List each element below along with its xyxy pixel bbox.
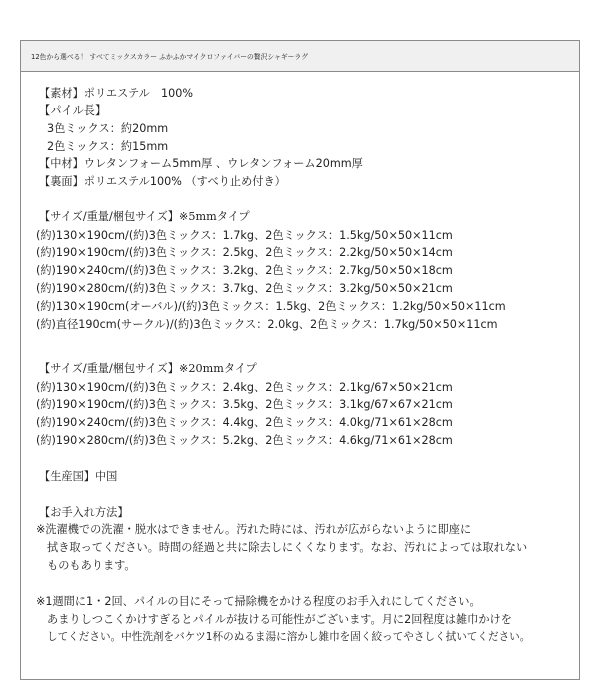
size-20mm-row: (約)190×190cm/(約)3色ミックス：3.5kg、2色ミックス：3.1kg/67×67×21cm: [36, 398, 453, 411]
size-5mm-row: (約)190×190cm/(約)3色ミックス：2.5kg、2色ミックス：2.2kg/50×50×14cm: [36, 246, 453, 259]
pile-heading: 【パイル長】: [39, 104, 107, 117]
core-line: 【中材】ウレタンフォーム5mm厚 、ウレタンフォーム20mm厚: [39, 157, 363, 170]
size-20mm-row: (約)190×280cm/(約)3色ミックス：5.2kg、2色ミックス：4.6kg/71×61×28cm: [36, 434, 453, 447]
size-20mm-heading: [39, 360, 257, 377]
size-5mm-row: (約)130×190cm/(約)3色ミックス：1.7kg、2色ミックス：1.5kg/50×50×11cm: [36, 229, 453, 242]
size-5mm-heading-suffix: ※5mmタイプ: [179, 210, 250, 223]
care-line: ※1週間に1・2回、パイルの目にそって掃除機をかける程度のお手入れにしてください。: [36, 595, 481, 608]
care-line: ものもあります。: [47, 559, 136, 572]
page-title: 12色から選べる！ すべてミックスカラー ふかふかマイクロファイバーの贅沢シャギーラグ: [21, 41, 579, 72]
material-line: 【素材】ポリエステル 100%: [39, 87, 194, 100]
size-20mm-row: (約)190×240cm/(約)3色ミックス：4.4kg、2色ミックス：4.0kg/71×61×28cm: [36, 416, 453, 429]
pile-2-line: 2色ミックス：約15mm: [47, 140, 169, 153]
size-5mm-row: (約)130×190cm(オーバル)/(約)3色ミックス：1.5kg、2色ミックス：1.2kg/50×50×11cm: [36, 300, 506, 313]
origin-line: 【生産国】中国: [39, 470, 118, 483]
size-5mm-row: (約)直径190cm(サークル)/(約)3色ミックス：2.0kg、2色ミックス：1.7kg/50×50×11cm: [36, 318, 498, 331]
size-20mm-heading-suffix: ※20mmタイプ: [179, 362, 257, 375]
size-20mm-row: (約)130×190cm/(約)3色ミックス：2.4kg、2色ミックス：2.1kg/67×50×21cm: [36, 381, 453, 394]
size-5mm-heading-prefix: 【サイズ/重量/梱包サイズ】: [39, 210, 179, 223]
pile-3-line: 3色ミックス：約20mm: [47, 122, 169, 135]
care-heading: 【お手入れ方法】: [39, 506, 129, 519]
care-line: してください。中性洗剤をバケツ1杯のぬるま湯に溶かし雑巾を固く絞ってやさしく拭いてください。: [47, 631, 531, 643]
size-5mm-heading: [39, 208, 250, 225]
care-line: あまりしつこくかけすぎるとパイルが抜ける可能性がございます。月に2回程度は雑巾かけを: [47, 613, 512, 626]
care-line: 拭き取ってください。時間の経過と共に除去しにくくなります。なお、汚れによっては取れない: [47, 541, 528, 554]
size-5mm-row: (約)190×280cm/(約)3色ミックス：3.7kg、2色ミックス：3.2kg/50×50×21cm: [36, 282, 453, 295]
size-5mm-row: (約)190×240cm/(約)3色ミックス：3.2kg、2色ミックス：2.7kg/50×50×18cm: [36, 264, 453, 277]
back-line: 【裏面】ポリエステル100% （すべり止め付き）: [39, 175, 286, 188]
care-line: ※洗濯機での洗濯・脱水はできません。汚れた時には、汚れが広がらないように即座に: [36, 523, 472, 536]
size-20mm-heading-prefix: 【サイズ/重量/梱包サイズ】: [39, 362, 179, 375]
